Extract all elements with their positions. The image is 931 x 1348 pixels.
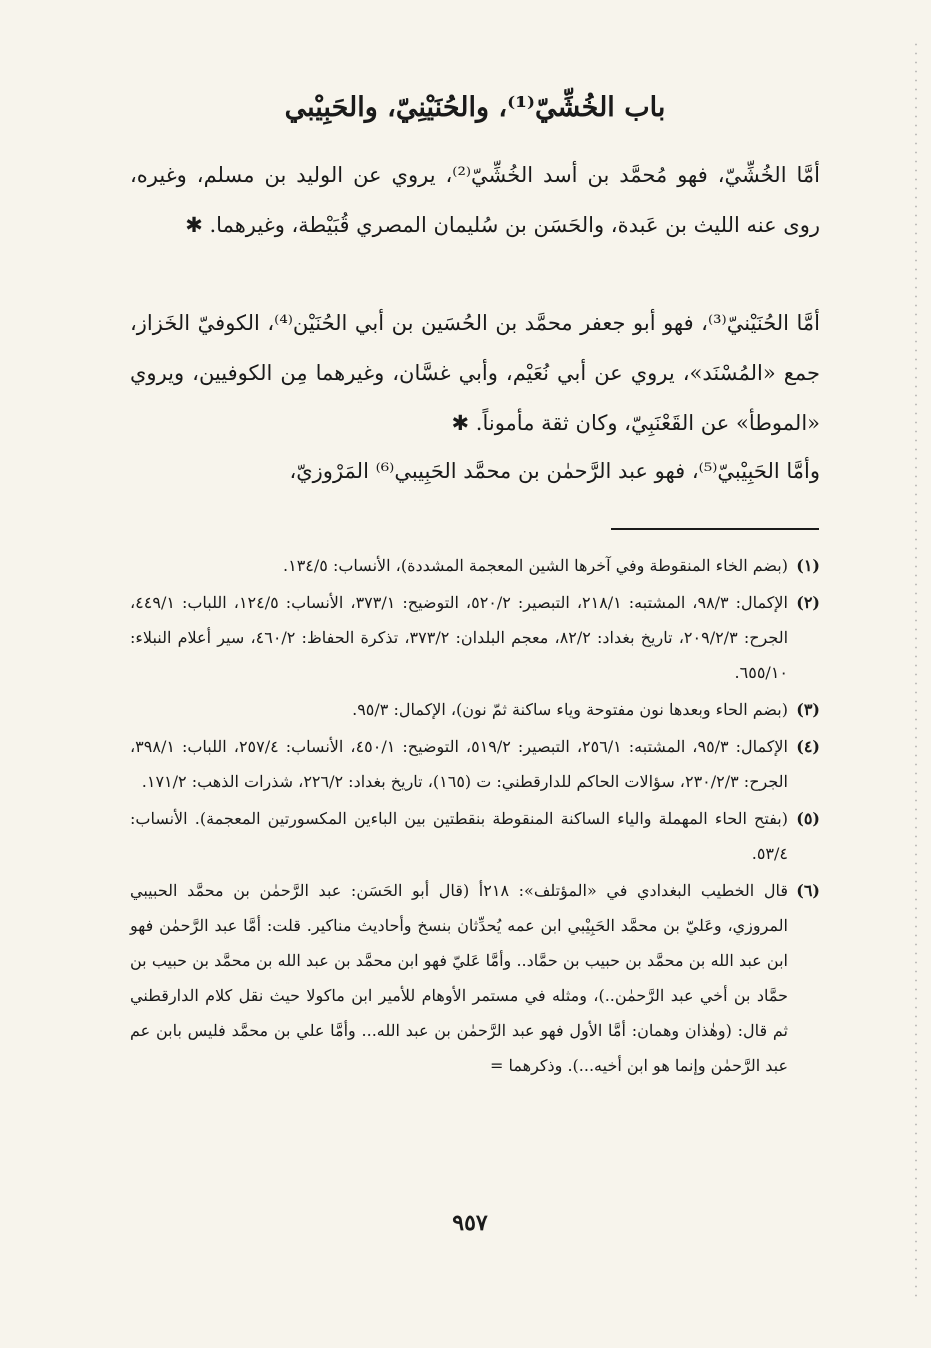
- page-edge-dots: [915, 40, 917, 1300]
- footnote-number: (٥): [796, 809, 820, 828]
- footnote: [130, 801, 820, 871]
- footnote: [130, 548, 820, 583]
- chapter-heading: باب الخُشِّيّ⁽¹⁾، والحُنَيْنِيّ، والحَبِيْبي: [284, 92, 666, 123]
- footnote-text: الإكمال: ٩٥/٣، المشتبه: ٢٥٦/١، التبصير: ٥١٩/٢، التوضيح: ٤٥٠/١، الأنساب: ٢٥٧/٤، اللباب: ٣٩٨/١، الجرح: ٢٣٠/٢/٣، سؤالات الحاكم للدارقطني: ت (١٦٥)، تاريخ بغداد: ٢٢٦/٢، شذرات الذهب: ١٧١/٢.: [130, 737, 788, 791]
- footnote-number: (٢): [796, 593, 820, 612]
- footnote: [130, 692, 820, 727]
- footnotes: [130, 548, 820, 1085]
- footnote-number: (٣): [796, 700, 820, 719]
- body-paragraph-1: أمَّا الخُشِّيّ، فهو مُحمَّد بن أسد الخُشِّيّ⁽²⁾، يروي عن الوليد بن مسلم، وغيره، روى عنه الليث بن عَبدة، والحَسَن بن سُليمان المصري قُبَيْطة، وغيرهما. ✱: [130, 163, 820, 237]
- page-number: ٩٥٧: [452, 1210, 488, 1236]
- footnote: [130, 585, 820, 690]
- footnote-number: (٤): [796, 737, 820, 756]
- footnote: [130, 873, 820, 1083]
- footnote-text: (بضم الخاء المنقوطة وفي آخرها الشين المعجمة المشددة)، الأنساب: ١٣٤/٥.: [283, 556, 788, 575]
- footnote-text: (بضم الحاء وبعدها نون مفتوحة وياء ساكنة ثمّ نون)، الإكمال: ٩٥/٣.: [352, 700, 788, 719]
- footnote-text: الإكمال: ٩٨/٣، المشتبه: ٢١٨/١، التبصير: ٥٢٠/٢، التوضيح: ٣٧٣/١، الأنساب: ١٢٤/٥، اللباب: ٤٤٩/١، الجرح: ٢٠٩/٢/٣، تاريخ بغداد: ٨٢/٢، معجم البلدان: ٣٧٣/٢، تذكرة الحفاظ: ٤٦٠/٢، سير أعلام النبلاء: ٦٥٥/١٠.: [130, 593, 789, 682]
- footnote: [130, 729, 820, 799]
- footnote-separator: [611, 528, 819, 530]
- footnote-number: (١): [796, 556, 820, 575]
- footnote-text: (بفتح الحاء المهملة والياء الساكنة المنقوطة بنقطتين بين الباءين المكسورتين المعجمة). الأنساب: ٥٣/٤.: [130, 809, 788, 863]
- footnote-text: قال الخطيب البغدادي في «المؤتلف»: ٢١٨أ (قال أبو الحَسَن: عبد الرَّحمٰن بن محمَّد الحبيبي المروزي، وعَليّ بن محمَّد الحَبِيْبي ابن عمه يُحدِّثان بنسخ وأحاديث مناكير. قلت: أمَّا عبد الرَّحمٰن فهو ابن عبد الله بن محمَّد بن حبيب بن حمَّاد.. وأمَّا عَليّ فهو ابن محمَّد بن عبد الله بن محمَّد بن حبيب بن حمَّاد بن أخي عبد الرَّحمٰن..)، ومثله في مستمر الأوهام للأمير ابن ماكولا حيث نقل كلام الدارقطني ثم قال: (وهٰذان وهمان: أمَّا الأول فهو عبد الرَّحمٰن بن عبد الله... وأمَّا علي بن محمَّد فليس بابن عم عبد الرَّحمٰن وإنما هو ابن أخيه...). وذكرهما =: [130, 881, 789, 1075]
- body-paragraph-2: أمَّا الحُنَيْنيّ⁽³⁾، فهو أبو جعفر محمَّد بن الحُسَين بن أبي الحُنَيْن⁽⁴⁾، الكوفيّ الخَزاز، جمع «المُسْنَد»، يروي عن أبي نُعَيْم، وأبي غسَّان، وغيرهما مِن الكوفيين، ويروي «الموطأ» عن القَعْنَبِيّ، وكان ثقة مأموناً. ✱: [130, 311, 821, 435]
- body-paragraph-3: وأمَّا الحَبِيْبيّ⁽⁵⁾، فهو عبد الرَّحمٰن بن محمَّد الحَبِيبي⁽⁶⁾ المَرْوزيّ،: [289, 459, 820, 483]
- footnote-number: (٦): [796, 881, 820, 900]
